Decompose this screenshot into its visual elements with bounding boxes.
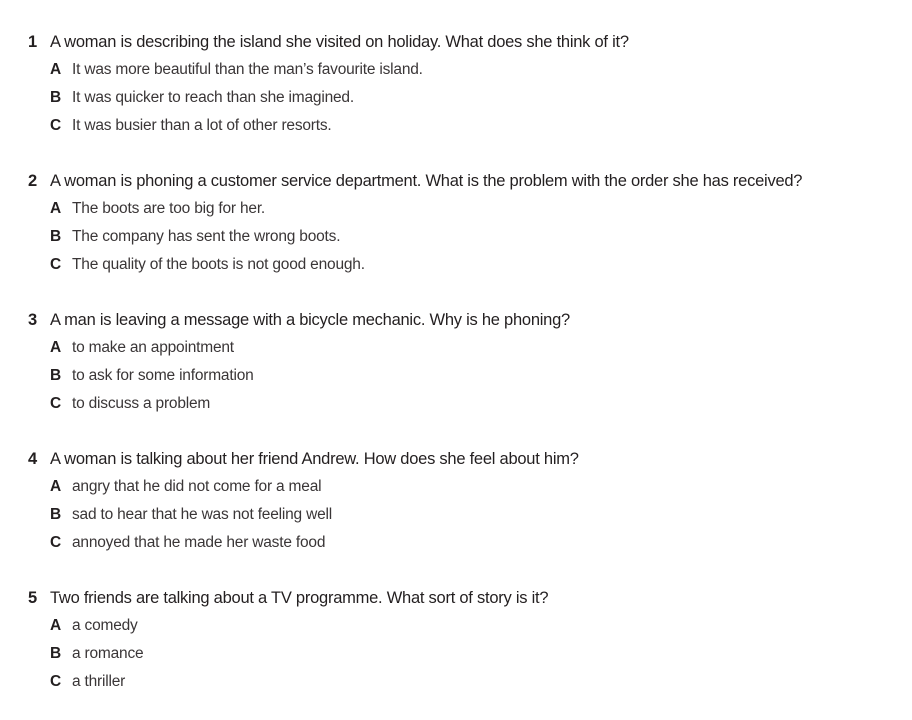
option-letter: C <box>50 117 61 134</box>
option-letter: C <box>50 673 61 690</box>
option-text: The boots are too big for her. <box>72 200 266 217</box>
option-letter: B <box>50 506 61 523</box>
option-text: The company has sent the wrong boots. <box>72 228 341 245</box>
question-text: A woman is talking about her friend Andrew. How does she feel about him? <box>50 450 579 468</box>
option-letter: A <box>50 339 61 356</box>
question-text: Two friends are talking about a TV programme. What sort of story is it? <box>50 589 549 607</box>
option-letter: A <box>50 617 61 634</box>
option-letter: B <box>50 89 61 106</box>
question-text: A woman is phoning a customer service department. What is the problem with the order she has received? <box>50 172 803 190</box>
option-letter: B <box>50 367 61 384</box>
question-number: 3 <box>28 311 37 329</box>
option-letter: C <box>50 534 61 551</box>
option-letter: A <box>50 478 61 495</box>
option-letter: B <box>50 645 61 662</box>
option-text: to make an appointment <box>72 339 234 356</box>
question-number: 2 <box>28 172 37 190</box>
option-text: a thriller <box>72 673 126 690</box>
option-text: a romance <box>72 645 144 662</box>
option-text: It was busier than a lot of other resorts. <box>72 117 332 134</box>
question-number: 4 <box>28 450 37 468</box>
option-letter: C <box>50 256 61 273</box>
option-text: annoyed that he made her waste food <box>72 534 326 551</box>
option-letter: B <box>50 228 61 245</box>
option-text: It was more beautiful than the man’s favourite island. <box>72 61 423 78</box>
option-letter: A <box>50 61 61 78</box>
option-letter: C <box>50 395 61 412</box>
option-text: to discuss a problem <box>72 395 211 412</box>
option-text: to ask for some information <box>72 367 254 384</box>
question-text: A man is leaving a message with a bicycle mechanic. Why is he phoning? <box>50 311 570 329</box>
question-text: A woman is describing the island she visited on holiday. What does she think of it? <box>50 33 629 51</box>
option-text: sad to hear that he was not feeling well <box>72 506 332 523</box>
option-text: angry that he did not come for a meal <box>72 478 322 495</box>
option-text: The quality of the boots is not good enough. <box>72 256 365 273</box>
question-number: 1 <box>28 33 37 51</box>
option-letter: A <box>50 200 61 217</box>
option-text: It was quicker to reach than she imagined. <box>72 89 354 106</box>
option-text: a comedy <box>72 617 138 634</box>
question-number: 5 <box>28 589 37 607</box>
